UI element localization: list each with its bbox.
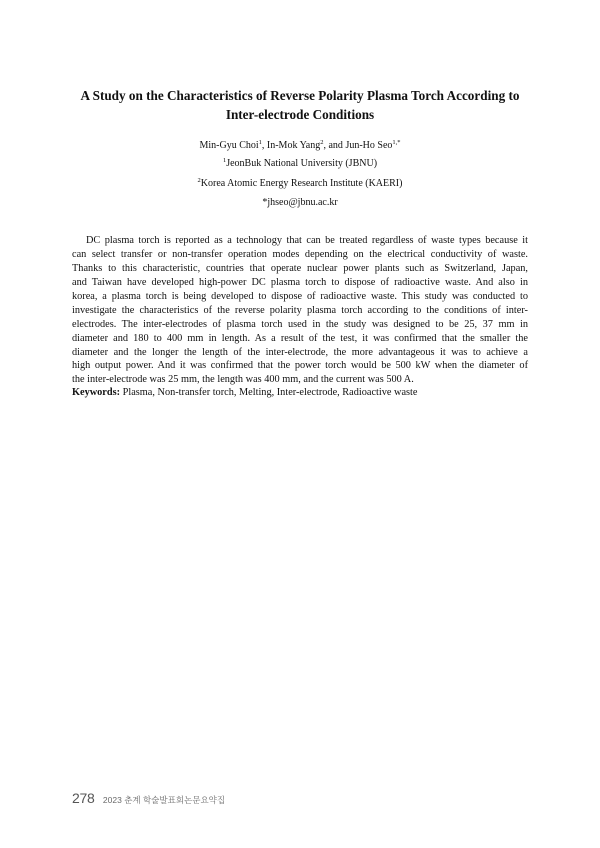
affiliation-marker: 2 [197,177,201,184]
affiliation-text: JeonBuk National University (JBNU) [226,158,378,169]
keywords-label: Keywords: [72,387,121,398]
abstract-line: can select transfer or non-transfer operation modes depending on the electrical conductivity of waste. [72,248,528,260]
affiliation [60,177,540,191]
keywords-section [72,386,528,400]
title-line-2: Inter-electrode Conditions [225,107,375,122]
paper-title [60,86,540,124]
abstract-line: diameter and the longer the length of the inter-electrode, the more advantageous it was to achieve a [72,346,528,358]
affiliation-marker: 1 [222,157,227,164]
abstract-body [72,234,528,387]
abstract-line: DC plasma torch is reported as a technology that can be treated regardless of waste types because it [86,235,528,246]
abstract-line: investigate the characteristics of the reverse polarity plasma torch according to the conditions of inter- [72,304,528,316]
author-name: In-Mok Yang [266,140,321,151]
abstract-line: the inter-electrode was 25 mm, the length was 400 mm, and the current was 500 A. [72,374,414,386]
corresponding-email: *jhseo@jbnu.ac.kr [262,197,338,208]
author-separator: , and [323,140,346,151]
author-name: Jun-Ho Seo [345,140,393,151]
proceedings-title: 2023 춘계 학술발표회논문요약집 [102,795,226,805]
author-affil-marker: 2 [320,139,324,146]
abstract-line: diameter and 180 to 400 mm in length. As a result of the test, it was confirmed that the smaller the [72,332,528,344]
author-separator: , [261,140,267,151]
title-line-1: A Study on the Characteristics of Reverse Polarity Plasma Torch According to [80,88,520,103]
affiliation [60,157,540,171]
author-affil-marker: 1 [258,139,262,146]
author-list [60,139,540,153]
abstract-line: high output power. And it was confirmed that the power torch would be 500 kW when the diameter of [72,360,528,372]
page-number: 278 [72,790,95,806]
abstract-line: korea, a plasma torch is being developed to dispose of radioactive waste. This study was conducted to [72,290,528,302]
abstract-line: and Taiwan have developed high-power DC plasma torch to dispose of radioactive waste. And also in [72,276,528,288]
page-footer [72,790,225,808]
author-name: Min-Gyu Choi [199,140,259,151]
abstract-line: Thanks to this characteristic, countries that operate nuclear power plants such as Switzerland, Japan, [72,262,528,274]
author-affil-marker: 1,* [392,139,401,146]
affiliation-text: Korea Atomic Energy Research Institute (KAERI) [200,178,403,189]
abstract-line: electrodes. The inter-electrodes of plasma torch used in the study was designed to be 25, 37 mm in [72,318,528,330]
keywords-text: Plasma, Non-transfer torch, Melting, Inter-electrode, Radioactive waste [122,387,418,398]
